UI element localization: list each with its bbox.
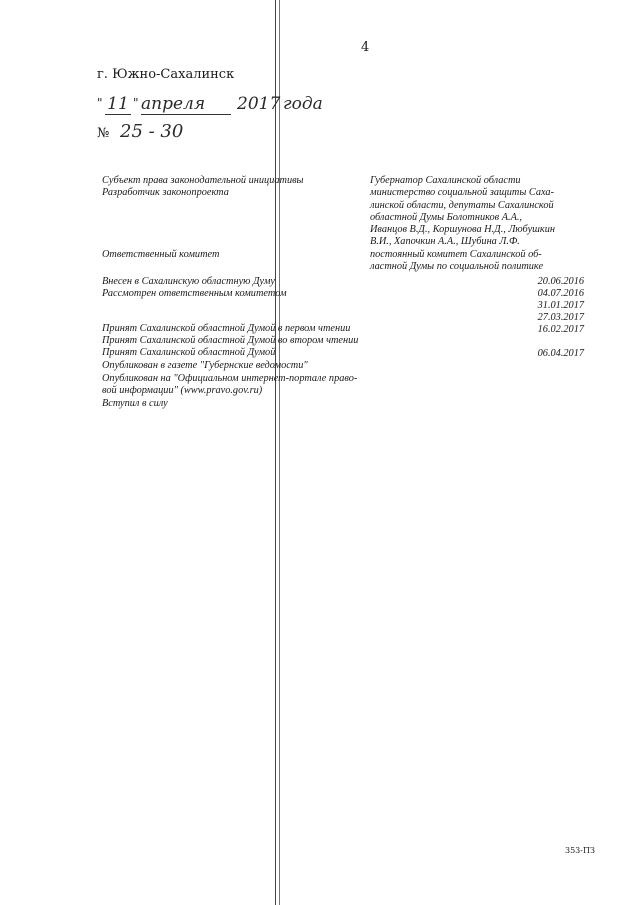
footer-code: 353-ПЗ xyxy=(565,846,595,855)
label-reviewed: Рассмотрен ответственным комитетом xyxy=(102,288,287,299)
value-committee-line: постоянный комитет Сахалинской об- xyxy=(370,248,542,260)
value-developer-line: В.И., Хапочкин А.А., Шубина Л.Ф. xyxy=(370,236,520,248)
signing-year: 2017 xyxy=(237,94,281,114)
value-developer-line: областной Думы Болотников А.А., xyxy=(370,211,523,223)
label-second-reading: Принят Сахалинской областной Думой во втором чтении xyxy=(102,335,359,346)
signing-year-suffix: года xyxy=(283,94,323,114)
label-introduced: Внесен в Сахалинскую областную Думу xyxy=(102,276,275,287)
date-introduced: 20.06.2016 xyxy=(537,276,584,287)
date-reviewed: 31.01.2017 xyxy=(537,300,584,311)
label-subject: Субъект права законодательной инициативы xyxy=(102,175,304,186)
value-subject: Губернатор Сахалинской области xyxy=(370,175,521,186)
label-published-portal: Опубликован на "Официальном интернет-портале право- xyxy=(102,373,358,384)
values-block xyxy=(370,175,584,273)
label-committee: Ответственный комитет xyxy=(102,249,220,260)
value-developer-line: министерство социальной защиты Саха- xyxy=(370,187,554,199)
page-number: 4 xyxy=(361,40,370,55)
label-developer: Разработчик законопроекта xyxy=(102,187,229,198)
label-entered-force: Вступил в силу xyxy=(102,398,168,409)
fold-line xyxy=(279,0,280,905)
value-committee-line: ластной Думы по социальной политике xyxy=(370,261,544,273)
number-sign: № xyxy=(97,126,110,141)
date-adopted: 06.04.2017 xyxy=(537,348,584,359)
label-adopted: Принят Сахалинской областной Думой xyxy=(102,347,276,358)
value-developer-line: линской области, депутаты Сахалинской xyxy=(370,199,554,211)
signing-month: апреля xyxy=(141,94,231,115)
dates-block xyxy=(538,276,584,360)
city-name: г. Южно-Сахалинск xyxy=(97,67,235,82)
date-reviewed: 27.03.2017 xyxy=(537,312,584,323)
fold-line xyxy=(275,0,276,905)
date-reviewed: 04.07.2016 xyxy=(537,288,584,299)
label-published-portal-cont: вой информации" (www.pravo.gov.ru) xyxy=(102,385,263,396)
date-first-reading: 16.02.2017 xyxy=(537,324,584,335)
signing-day: 11 xyxy=(105,94,131,115)
registration-number: 25 - 30 xyxy=(120,121,184,142)
signing-date: " 11 " апреля 2017 года xyxy=(97,94,323,114)
value-developer-line: Иванцов В.Д., Коршунова Н.Д., Любушкин xyxy=(370,224,556,236)
label-published-gazette: Опубликован в газете "Губернские ведомости" xyxy=(102,360,308,371)
label-first-reading: Принят Сахалинской областной Думой в первом чтении xyxy=(102,323,351,334)
